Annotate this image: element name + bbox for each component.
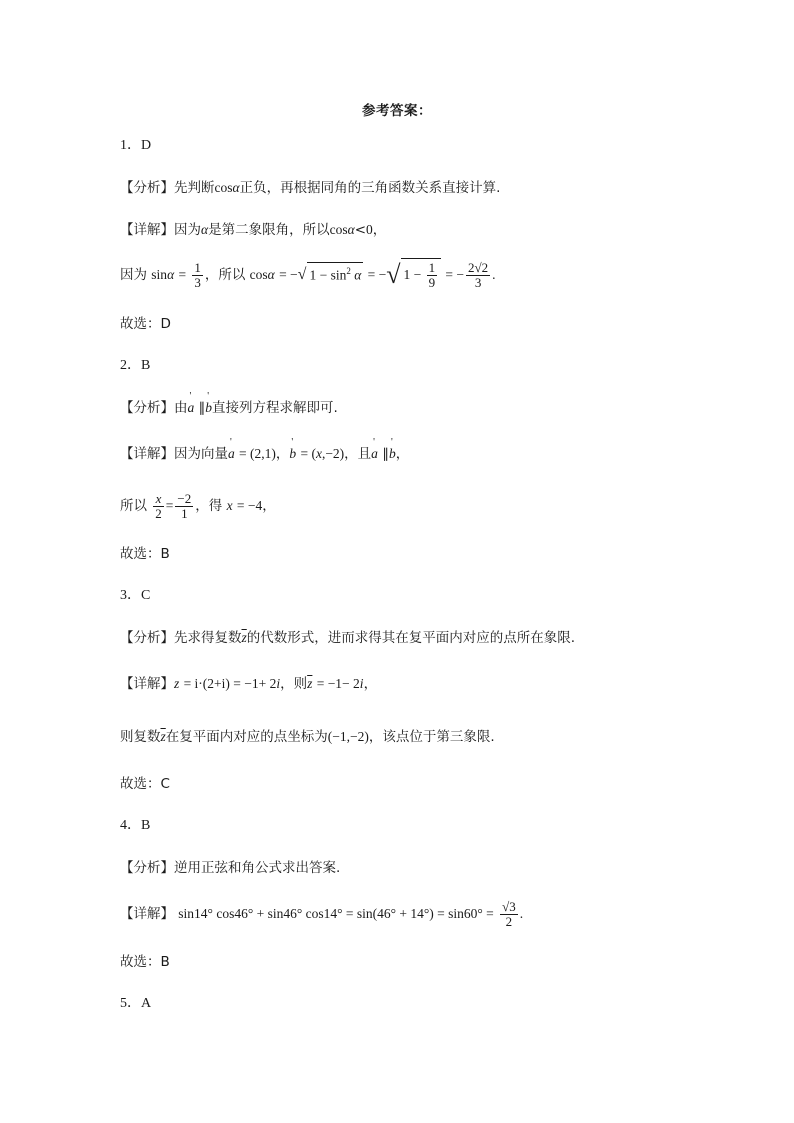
q4-answer: 4．B	[120, 818, 151, 833]
q1-detail-2: 因为 sinα = $\frac{1}{3}$ ，所以 cosα = −√ $1 - \sin^2 \alpha$ = −√ 1 − $\frac{1}{9}$ = − $\frac{2√2}{3}$ .	[120, 259, 496, 291]
q1-analysis: 【分析】先判断cosα正负，再根据同角的三角函数关系直接计算.	[120, 180, 501, 196]
q3-result: 故选：C	[120, 776, 170, 792]
q4-result: 故选：B	[120, 954, 170, 970]
q2-detail-1: 【详解】因为向量' a = (2,1)，' b = (x,−2)，且' a ∥' b，	[120, 444, 409, 464]
q2-answer: 2．B	[120, 358, 151, 373]
q5-answer: 5．A	[120, 996, 152, 1011]
q1-detail-1: 【详解】因为α是第二象限角，所以cosα<0，	[120, 222, 387, 238]
q2-analysis: 【分析】由' a ∥' b直接列方程求解即可.	[120, 398, 338, 418]
q2-result: 故选：B	[120, 546, 170, 562]
q3-detail-1: 【详解】z = i·(2+i) = −1+ 2i，则$\overline{z} = -1- 2i$，	[120, 676, 378, 692]
q2-detail-2: 所以 $\frac{x}{2}$ = $\frac{-2}{1}$ ，得 x = −4，	[120, 490, 276, 521]
q4-detail-1: 【详解】 sin14° cos46° + sin46° cos14° = sin(46° + 14°) = sin60° = $\frac{√3}{2}$ .	[120, 898, 524, 929]
q1-answer: 1．D	[120, 138, 152, 153]
q4-analysis: 【分析】逆用正弦和角公式求出答案.	[120, 860, 341, 876]
page-title: 参考答案：	[362, 103, 432, 119]
q3-answer: 3．C	[120, 588, 151, 603]
q3-analysis: 【分析】先求得复数$\overline{z}$的代数形式，进而求得其在复平面内对应的点所在象限.	[120, 630, 576, 646]
q1-result: 故选：D	[120, 316, 171, 332]
q3-detail-2: 则复数$\overline{z}$在复平面内对应的点坐标为(−1,−2)，该点位于第三象限.	[120, 729, 495, 745]
